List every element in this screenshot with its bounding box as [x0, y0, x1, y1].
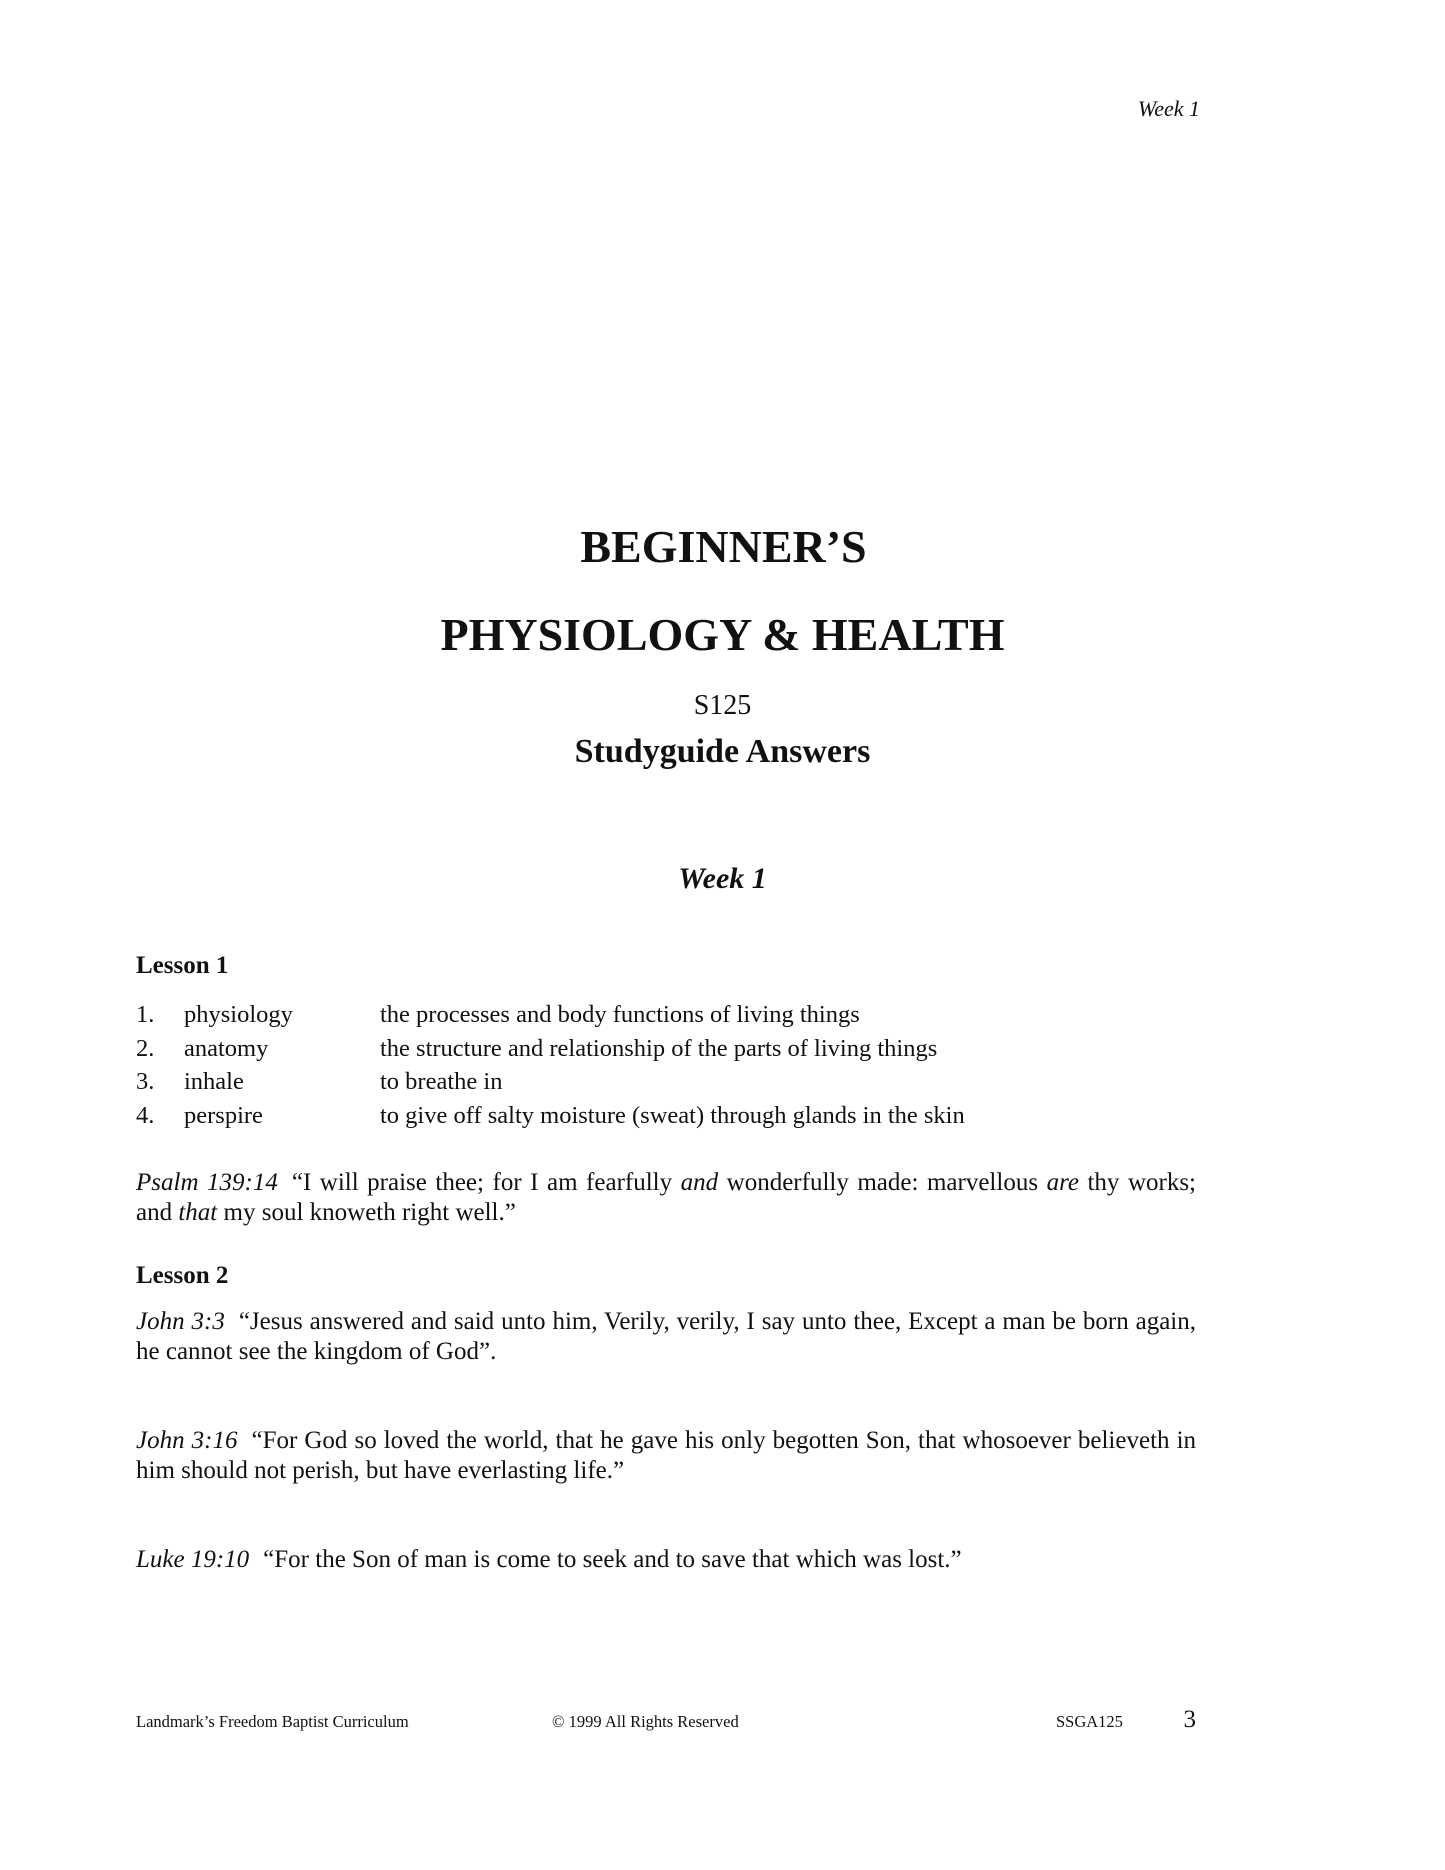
vocab-item — [136, 1065, 1196, 1099]
vocab-term: anatomy — [184, 1034, 269, 1062]
lesson-1-heading: Lesson 1 — [136, 952, 229, 979]
verse-reference: John 3:16 — [136, 1427, 238, 1454]
vocab-term: physiology — [184, 1001, 293, 1028]
vocab-number: 2. — [136, 1034, 155, 1062]
vocab-definition: to breathe in — [380, 1068, 503, 1095]
running-head: Week 1 — [1137, 96, 1200, 121]
verse-text: wonderfully made: marvellous — [718, 1169, 1047, 1196]
week-heading: Week 1 — [678, 862, 767, 895]
verse-john-3-16 — [136, 1426, 1196, 1486]
verse-italic: are — [1046, 1169, 1079, 1196]
title-line-2: PHYSIOLOGY & HEALTH — [440, 609, 1005, 660]
verse-luke-19-10 — [136, 1545, 1196, 1575]
title-line-1: BEGINNER’S — [580, 521, 867, 572]
title-block — [0, 516, 1445, 774]
verse-italic: and — [680, 1169, 719, 1196]
verse-text: “For God so loved the world, that he gave his only begotten Son, that whosoever believeth in him should not perish, but have everlasting life.” — [136, 1427, 1197, 1484]
vocab-term: perspire — [184, 1101, 263, 1129]
lesson-2-heading: Lesson 2 — [136, 1262, 229, 1289]
page-number: 3 — [1183, 1706, 1196, 1733]
verse-reference: John 3:3 — [136, 1308, 225, 1335]
footer-publisher: Landmark’s Freedom Baptist Curriculum — [136, 1712, 409, 1731]
verse-text: thy works; and — [136, 1169, 1196, 1226]
vocab-list — [136, 998, 1196, 1132]
vocab-term: inhale — [184, 1068, 244, 1095]
verse-text: “I will praise thee; for I am fearfully — [291, 1169, 681, 1196]
vocab-item — [136, 1099, 1196, 1133]
verse-reference: Psalm 139:14 — [136, 1169, 278, 1196]
vocab-number: 1. — [136, 1001, 155, 1028]
verse-text: my soul knoweth right well.” — [217, 1199, 516, 1226]
verse-text: “For the Son of man is come to seek and to save that which was lost.” — [263, 1546, 962, 1573]
vocab-number: 4. — [136, 1101, 155, 1129]
vocab-item — [136, 1032, 1196, 1066]
verse-john-3-3 — [136, 1307, 1196, 1367]
vocab-definition: the structure and relationship of the parts of living things — [380, 1034, 938, 1062]
verse-text: “Jesus answered and said unto him, Verily, verily, I say unto thee, Except a man be born again, he cannot see the kingdom of God”. — [136, 1308, 1196, 1365]
vocab-definition: the processes and body functions of living things — [380, 1001, 860, 1028]
vocab-item — [136, 998, 1196, 1032]
verse-psalm-139-14 — [136, 1168, 1196, 1228]
vocab-number: 3. — [136, 1068, 155, 1095]
footer-copyright: © 1999 All Rights Reserved — [552, 1712, 739, 1731]
course-code: S125 — [693, 690, 752, 721]
verse-reference: Luke 19:10 — [136, 1546, 250, 1573]
vocab-definition: to give off salty moisture (sweat) through glands in the skin — [380, 1101, 965, 1129]
subtitle: Studyguide Answers — [574, 733, 871, 770]
footer-code: SSGA125 — [1056, 1712, 1123, 1731]
verse-italic: that — [178, 1199, 218, 1226]
